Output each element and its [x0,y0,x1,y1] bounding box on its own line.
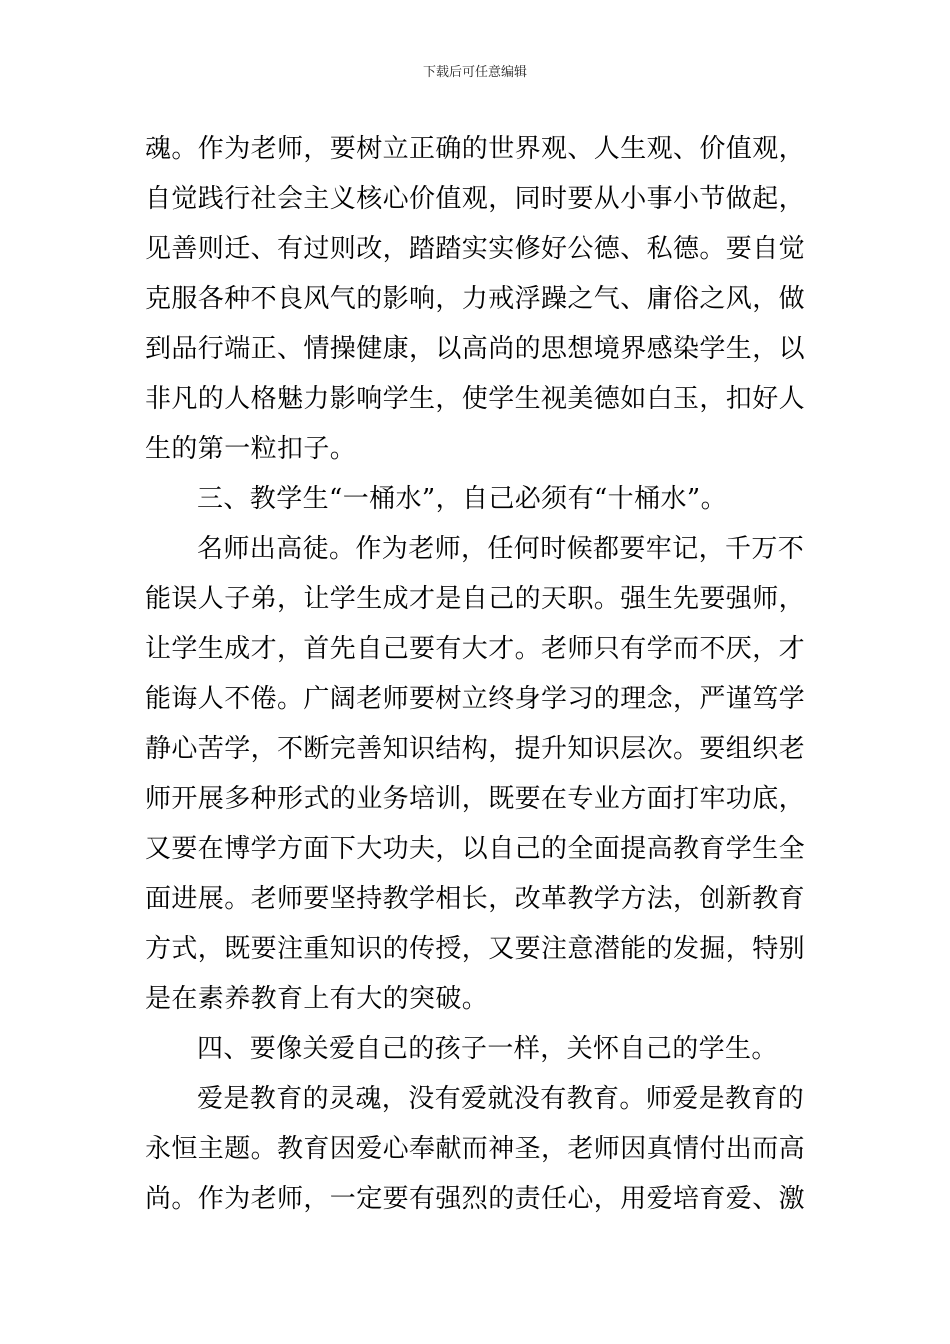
text-line: 面进展。老师要坚持教学相长，改革教学方法，创新教育 [145,884,806,914]
text-line: 尚。作为老师，一定要有强烈的责任心，用爱培育爱、激 [145,1184,806,1214]
text-line: 自觉践行社会主义核心价值观，同时要从小事小节做起， [145,184,806,214]
text-line: 爱是教育的灵魂，没有爱就没有教育。师爱是教育的 [197,1084,805,1114]
text-line: 方式，既要注重知识的传授，又要注意潜能的发掘，特别 [145,934,806,964]
paragraph [145,1074,805,1224]
paragraph [145,524,805,1024]
text-line: 永恒主题。教育因爱心奉献而神圣，老师因真情付出而高 [145,1134,806,1164]
document-body [145,124,805,1224]
text-line: 魂。作为老师，要树立正确的世界观、人生观、价值观， [145,134,806,164]
text-line: 克服各种不良风气的影响，力戒浮躁之气、庸俗之风，做 [145,284,806,314]
text-line: 是在素养教育上有大的突破。 [145,984,489,1014]
paragraph [145,124,805,474]
text-line: 能误人子弟，让学生成才是自己的天职。强生先要强师， [145,584,806,614]
text-line: 见善则迁、有过则改，踏踏实实修好公德、私德。要自觉 [145,234,806,264]
page-header: 下载后可任意编辑 [422,65,527,80]
text-line: 非凡的人格魅力影响学生，使学生视美德如白玉，扣好人 [145,384,806,414]
heading-line: 三、教学生“一桶水”，自己必须有“十桶水”。 [197,484,727,514]
section-heading [145,1024,805,1074]
text-line: 到品行端正、情操健康，以高尚的思想境界感染学生，以 [145,334,806,364]
heading-line: 四、要像关爱自己的孩子一样，关怀自己的学生。 [197,1034,778,1064]
text-line: 让学生成才，首先自己要有大才。老师只有学而不厌，才 [145,634,806,664]
text-line: 名师出高徒。作为老师，任何时候都要牢记，千万不 [197,534,805,564]
text-line: 师开展多种形式的业务培训，既要在专业方面打牢功底， [145,784,806,814]
text-line: 静心苦学，不断完善知识结构，提升知识层次。要组织老 [145,734,806,764]
text-line: 生的第一粒扣子。 [145,434,357,464]
text-line: 能诲人不倦。广阔老师要树立终身学习的理念，严谨笃学 [145,684,806,714]
text-line: 又要在博学方面下大功夫，以自己的全面提高教育学生全 [145,834,806,864]
section-heading [145,474,805,524]
